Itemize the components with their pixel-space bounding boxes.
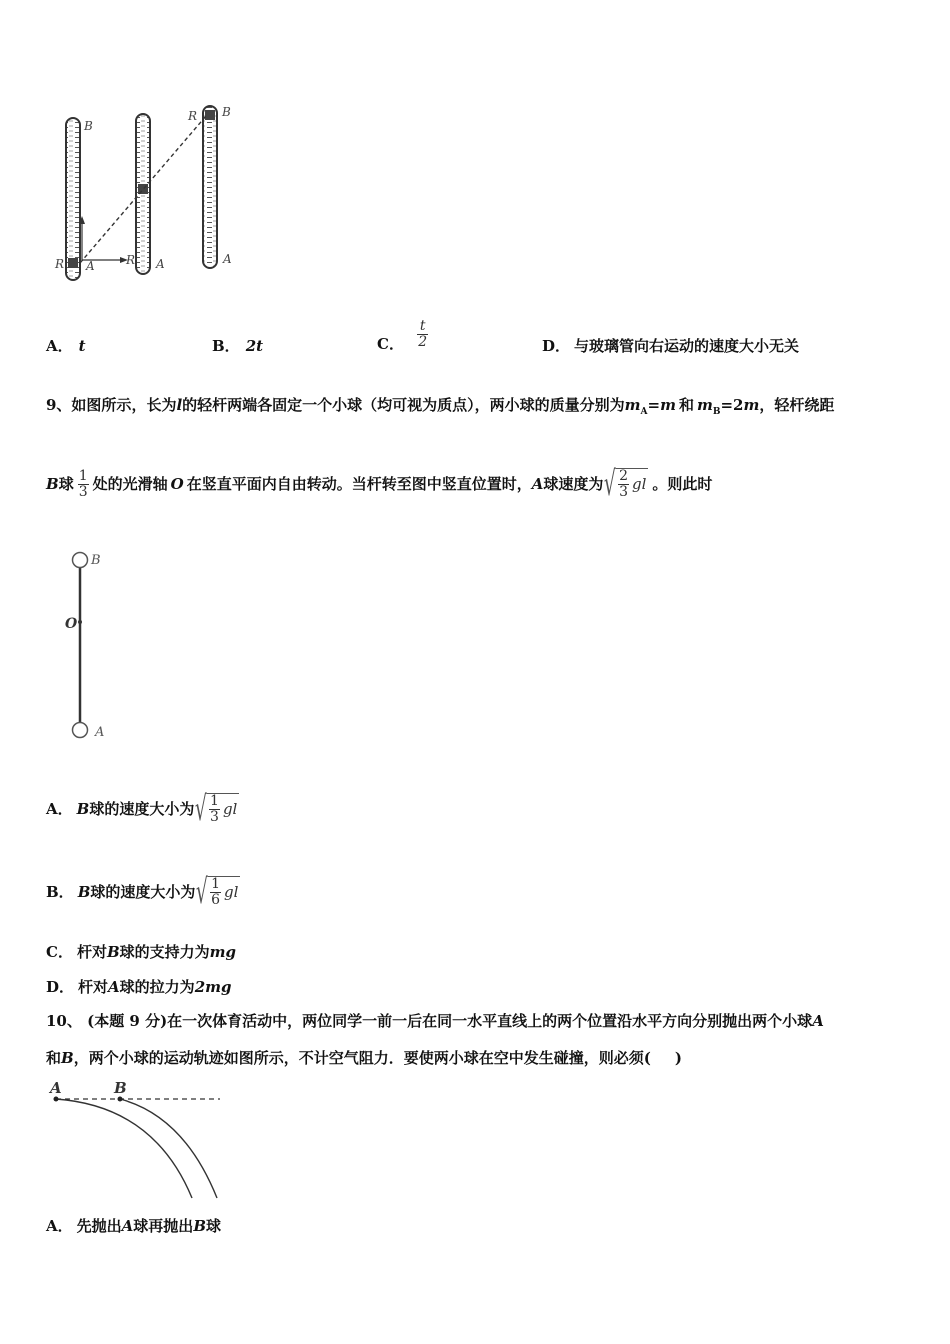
q8-option-b[interactable]: [212, 336, 263, 356]
trajectory-figure: [44, 1076, 229, 1201]
sqrt-one-third-gl: √ $\frac{1}{3}$ gl: [195, 789, 238, 829]
sqrt-two-thirds-gl: √ $\frac{2}{3}$ gl: [604, 464, 647, 504]
fraction-one-third: $\frac{1}{3}$: [78, 467, 88, 500]
tube-figure: [50, 100, 250, 285]
q8-option-d[interactable]: [542, 336, 799, 356]
svg-text:B: B: [114, 1079, 127, 1097]
q9-stem-line2: B 球 $\frac{1}{3}$ 处的光滑轴 O 在竖直平面内自由转动。当杆转至图中竖直位置时， A 球速度为 √ $\frac{2}{3}$ gl 。则此时: [46, 464, 713, 504]
rod-figure: [60, 548, 130, 748]
tube3-label-a: A: [223, 252, 232, 266]
option-value: 2t: [245, 337, 264, 355]
trajectory-b: [120, 1099, 217, 1198]
option-letter: B．: [212, 337, 240, 355]
q8-option-a[interactable]: [46, 336, 86, 356]
tube-3: [203, 106, 217, 268]
tube1-label-a: A: [86, 259, 95, 273]
ball-b: [73, 553, 88, 568]
q9-option-d[interactable]: D． 杆对A球的拉力为2mg: [46, 978, 232, 996]
option-value: t: [78, 337, 86, 355]
tube1-label-b: B: [84, 119, 93, 133]
svg-text:B: B: [91, 553, 101, 568]
svg-text:A: A: [50, 1079, 62, 1097]
svg-text:O: O: [65, 616, 78, 632]
fraction-t-over-2: $\frac{t}{2}$: [418, 317, 428, 350]
svg-text:A: A: [95, 725, 105, 740]
q8-option-c[interactable]: [377, 314, 428, 358]
trajectory-a: [56, 1099, 192, 1198]
pivot-o: [78, 620, 82, 624]
tube1-label-r: R: [55, 257, 65, 271]
tube3-label-r: R: [188, 109, 198, 123]
tube-2: [136, 114, 150, 274]
option-text: 与玻璃管向右运动的速度大小无关: [574, 337, 800, 355]
q9-stem-line1: 9、如图所示，长为l的轻杆两端各固定一个小球（均可视为质点），两小球的质量分别为$m_A=m$ 和 $m_B=2m$，轻杆绕距: [46, 396, 835, 417]
tube2-label-r: R: [126, 253, 136, 267]
tube3-label-b: B: [222, 105, 231, 119]
q9-option-c[interactable]: C． 杆对B球的支持力为mg: [46, 943, 237, 961]
option-letter: D．: [542, 337, 571, 355]
option-letter: A．: [46, 337, 73, 355]
q9-option-a[interactable]: A． B 球的速度大小为 √ $\frac{1}{3}$ gl: [46, 789, 238, 829]
tube2-label-a: A: [156, 257, 165, 271]
q9-option-b[interactable]: B． B 球的速度大小为 √ $\frac{1}{6}$ gl: [46, 872, 239, 912]
tube-1: [66, 118, 80, 280]
option-letter: C．: [377, 335, 404, 353]
sqrt-one-sixth-gl: √ $\frac{1}{6}$ gl: [196, 872, 239, 912]
q10-stem-line1: 10、 (本题 9 分)在一次体育活动中，两位同学一前一后在同一水平直线上的两个位置沿水平方向分别抛出两个小球A: [46, 1012, 824, 1030]
ball-a: [73, 723, 88, 738]
q10-stem-line2: 和B，两个小球的运动轨迹如图所示，不计空气阻力．要使两小球在空中发生碰撞，则必须( ): [46, 1049, 682, 1067]
q10-option-a[interactable]: A． 先抛出A球再抛出B球: [46, 1217, 222, 1235]
